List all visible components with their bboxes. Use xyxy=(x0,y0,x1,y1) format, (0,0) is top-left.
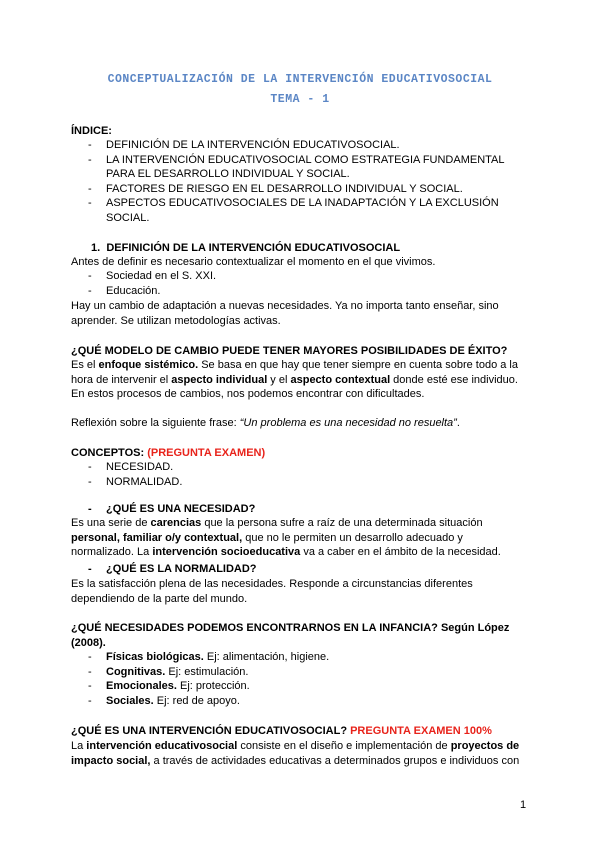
need-question: - ¿QUÉ ES UNA NECESIDAD? xyxy=(88,503,256,515)
intervention-heading: ¿QUÉ ES UNA INTERVENCIÓN EDUCATIVOSOCIAL? PREGUNTA EXAMEN 100% xyxy=(71,725,492,737)
index-list xyxy=(71,138,523,225)
index-label: ÍNDICE: xyxy=(71,125,112,137)
document-subtitle: TEMA - 1 xyxy=(270,93,330,106)
reflection-line: Reflexión sobre la siguiente frase: “Un problema es una necesidad no resuelta”. xyxy=(71,417,460,429)
list-item: - Emocionales. Ej: protección. xyxy=(88,680,250,692)
section-heading: 1. DEFINICIÓN DE LA INTERVENCIÓN EDUCATIVOSOCIAL xyxy=(91,242,401,254)
need-paragraph: Es una serie de carencias que la persona sufre a raíz de una determinada situación personal, familiar o/y contextual, que no le permiten un desarrollo adecuado y normalizado. La intervención socioeducativa va a caber en el ámbito de la necesidad. xyxy=(71,517,501,558)
context-list xyxy=(71,269,523,298)
list-item: - Sociales. Ej: red de apoyo. xyxy=(88,694,240,707)
paragraph: Hay un cambio de adaptación a nuevas necesidades. Ya no importa tanto enseñar, sino aprender. Se utilizan metodologías activas. xyxy=(71,300,499,327)
childhood-list xyxy=(71,650,523,708)
concepts-list xyxy=(71,460,523,489)
list-item: - Físicas biológicas. Ej: alimentación, higiene. xyxy=(88,651,330,663)
intervention-paragraph: La intervención educativosocial consiste en el diseño e implementación de proyectos de impacto social, a través de actividades educativas a determinados grupos e individuos con xyxy=(71,740,520,767)
section-intro: Antes de definir es necesario contextualizar el momento en el que vivimos. xyxy=(71,256,436,268)
list-item: - Sociedad en el S. XXI. xyxy=(88,270,217,282)
concepts-heading: CONCEPTOS: (PREGUNTA EXAMEN) xyxy=(71,447,266,459)
model-heading: ¿QUÉ MODELO DE CAMBIO PUEDE TENER MAYORES POSIBILIDADES DE ÉXITO? xyxy=(71,345,508,357)
index-item: - DEFINICIÓN DE LA INTERVENCIÓN EDUCATIVOSOCIAL. xyxy=(88,139,400,151)
index-item: - LA INTERVENCIÓN EDUCATIVOSOCIAL COMO ESTRATEGIA FUNDAMENTAL PARA EL DESARROLLO INDIVIDUAL Y SOCIAL. xyxy=(88,153,505,180)
index-item: - ASPECTOS EDUCATIVOSOCIALES DE LA INADAPTACIÓN Y LA EXCLUSIÓN SOCIAL. xyxy=(88,197,499,224)
list-item: - Cognitivas. Ej: estimulación. xyxy=(88,665,249,678)
list-item: - NORMALIDAD. xyxy=(88,475,183,488)
normality-question: - ¿QUÉ ES LA NORMALIDAD? xyxy=(88,563,257,575)
list-item: - NECESIDAD. xyxy=(88,461,174,473)
normality-paragraph: Es la satisfacción plena de las necesidades. Responde a circunstancias diferentes dependiendo de la parte del mundo. xyxy=(71,578,473,605)
childhood-heading: ¿QUÉ NECESIDADES PODEMOS ENCONTRARNOS EN LA INFANCIA? Según López (2008). xyxy=(71,622,510,649)
document-title: CONCEPTUALIZACIÓN DE LA INTERVENCIÓN EDUCATIVOSOCIAL xyxy=(107,73,493,86)
model-paragraph: Es el enfoque sistémico. Se basa en que hay que tener siempre en cuenta sobre todo a la hora de intervenir el aspecto individual y el aspecto contextual donde esté ese individuo. En estos procesos de cambios, nos podemos encontrar con dificultades. xyxy=(71,359,518,400)
list-item: - Educación. xyxy=(88,284,161,297)
page-number: 1 xyxy=(520,799,527,811)
index-item: - FACTORES DE RIESGO EN EL DESARROLLO INDIVIDUAL Y SOCIAL. xyxy=(88,182,463,195)
